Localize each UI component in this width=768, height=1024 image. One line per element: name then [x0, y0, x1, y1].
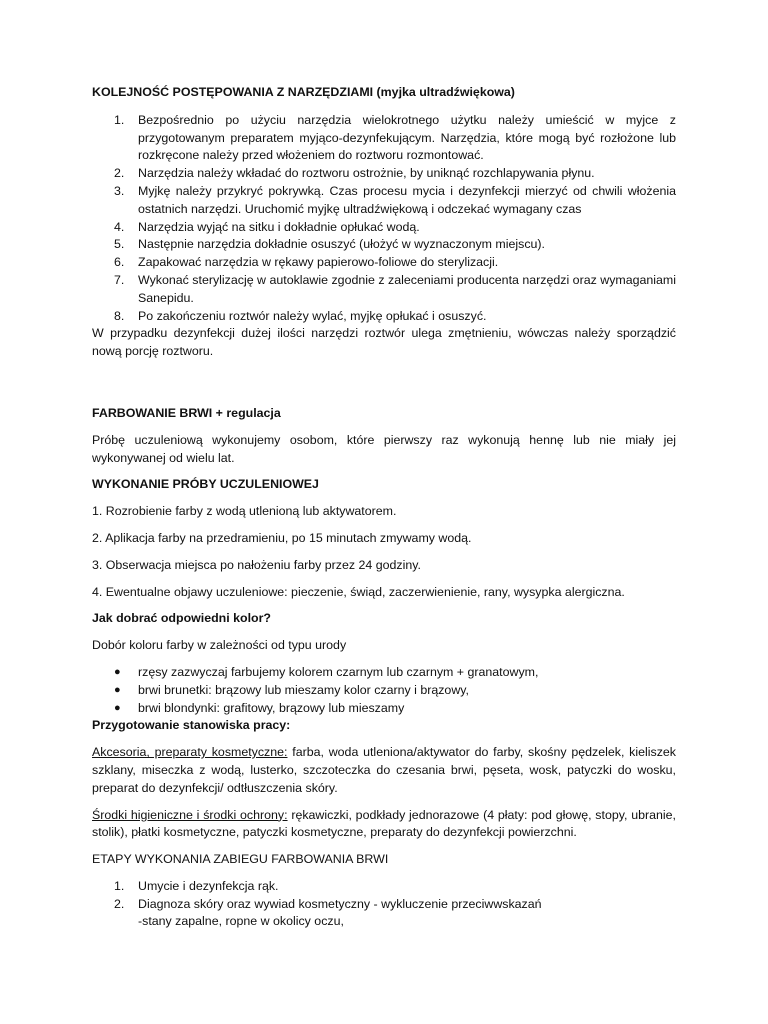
list-item: ● rzęsy zazwyczaj farbujemy kolorem czarnym lub czarnym + granatowym, — [92, 664, 676, 682]
color-intro: Dobór koloru farby w zależności od typu urody — [92, 638, 347, 653]
list-item: ● brwi brunetki: brązowy lub mieszamy kolor czarny i brązowy, — [92, 682, 676, 700]
list-item: 2. Narzędzia należy wkładać do roztworu ostrożnie, by uniknąć rozchlapywania płynu. — [114, 166, 595, 181]
list-item: 3. Myjkę należy przykryć pokrywką. Czas procesu mycia i dezynfekcji mierzyć od chwili włożenia ostatnich narzędzi. Uruchomić myjkę ultradźwiękową i odczekać wymagany czas — [114, 183, 676, 216]
tools-note: W przypadku dezynfekcji dużej ilości narzędzi roztwór ulega zmętnieniu, wówczas należy sporządzić nową porcję roztworu. — [92, 326, 676, 359]
list-item: 1. Bezpośrednio po użyciu narzędzia wielokrotnego użytku należy umieścić w myjce z przygotowanym preparatem myjąco-dezynfekującym. Narzędzia, które mogą być rozłożone lub rozkręcone należy przed włożeniem do roztworu rozmontować. — [114, 112, 676, 163]
list-item: 7. Wykonać sterylizację w autoklawie zgodnie z zaleceniami producenta narzędzi oraz wymaganiami Sanepidu. — [114, 272, 676, 305]
allergy-test-step: 1. Rozrobienie farby z wodą utlenioną lub aktywatorem. — [92, 504, 397, 519]
list-item: ● brwi blondynki: grafitowy, brązowy lub mieszamy — [92, 700, 676, 718]
list-item: 4. Narzędzia wyjąć na sitku i dokładnie opłukać wodą. — [114, 219, 420, 234]
bullet-icon: ● — [114, 665, 121, 678]
stages-list — [92, 878, 676, 931]
color-question: Jak dobrać odpowiedni kolor? — [92, 611, 271, 626]
list-item: 2. Diagnoza skóry oraz wywiad kosmetyczny - wykluczenie przeciwwskazań -stany zapalne, ropne w okolicy oczu, — [114, 896, 542, 929]
document-page — [92, 84, 676, 931]
tools-steps-list — [92, 112, 676, 326]
stages-title: ETAPY WYKONANIA ZABIEGU FARBOWANIA BRWI — [92, 852, 389, 867]
allergy-test-title: WYKONANIE PRÓBY UCZULENIOWEJ — [92, 477, 319, 492]
allergy-test-step: 3. Obserwacja miejsca po nałożeniu farby przez 24 godziny. — [92, 557, 421, 572]
bullet-icon: ● — [114, 701, 121, 714]
list-item: 6. Zapakować narzędzia w rękawy papierowo-foliowe do sterylizacji. — [114, 255, 499, 270]
color-bullet-list — [92, 664, 676, 717]
accessories-paragraph: Akcesoria, preparaty kosmetyczne: farba, woda utleniona/aktywator do farby, skośny pędzelek, kieliszek szklany, miseczka z wodą, lusterko, szczoteczka do czesania brwi, pęseta, wosk, patyczki do wosku, preparat do dezynfekcji/ odtłuszczenia skóry. — [92, 745, 676, 795]
allergy-test-intro: Próbę uczuleniową wykonujemy osobom, które pierwszy raz wykonują hennę lub nie miały jej wykonywanej od wielu lat. — [92, 432, 676, 465]
hygiene-label: Środki higieniczne i środki ochrony: — [92, 807, 288, 822]
section-title-tools: KOLEJNOŚĆ POSTĘPOWANIA Z NARZĘDZIAMI (myjka ultradźwiękowa) — [92, 85, 515, 99]
prep-title: Przygotowanie stanowiska pracy: — [92, 718, 291, 733]
bullet-icon: ● — [114, 683, 121, 696]
allergy-test-step: 2. Aplikacja farby na przedramieniu, po 15 minutach zmywamy wodą. — [92, 530, 472, 545]
list-item: 5. Następnie narzędzia dokładnie osuszyć (ułożyć w wyznaczonym miejscu). — [114, 237, 545, 252]
section-title-eyebrows: FARBOWANIE BRWI + regulacja — [92, 405, 281, 420]
allergy-test-step: 4. Ewentualne objawy uczuleniowe: pieczenie, świąd, zaczerwienienie, rany, wysypka alergiczna. — [92, 584, 625, 599]
accessories-label: Akcesoria, preparaty kosmetyczne: — [92, 745, 288, 760]
hygiene-paragraph: Środki higieniczne i środki ochrony: rękawiczki, podkłady jednorazowe (4 płaty: pod głowę, stopy, ubranie, stolik), płatki kosmetyczne, patyczki kosmetyczne, preparaty do dezynfekcji powierzchni. — [92, 807, 676, 840]
list-item: 1. Umycie i dezynfekcja rąk. — [114, 878, 279, 893]
list-item: 8. Po zakończeniu roztwór należy wylać, myjkę opłukać i osuszyć. — [114, 308, 487, 323]
